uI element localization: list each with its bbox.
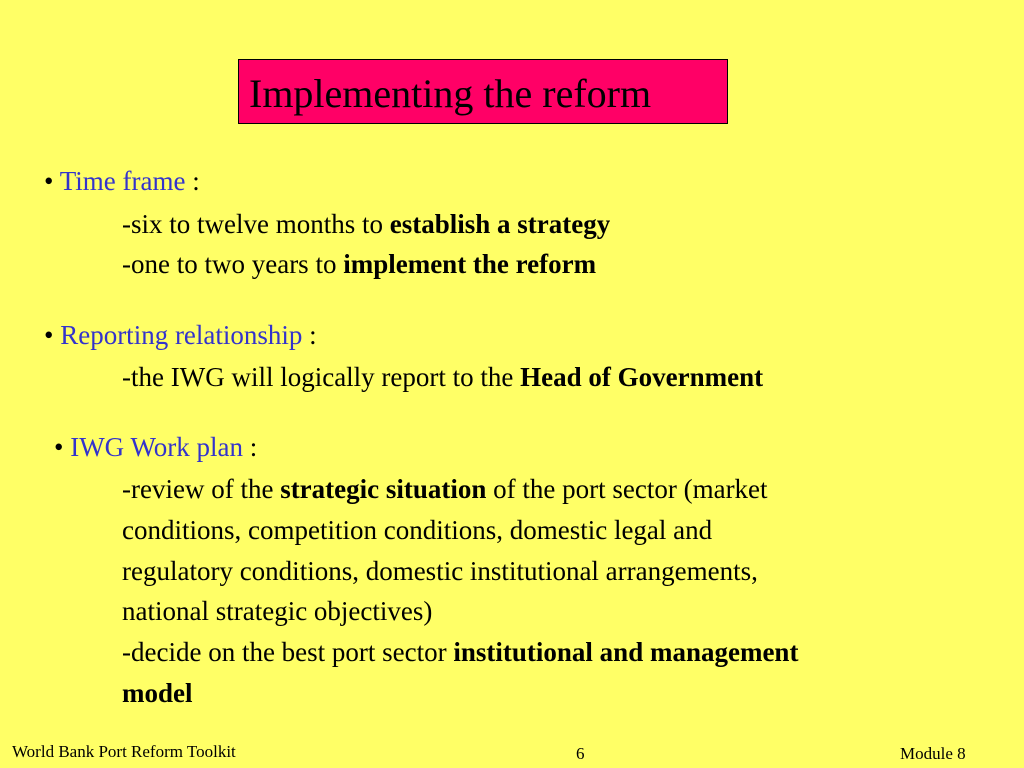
line-bold-text: institutional and management [453,637,799,667]
line-bold-text: Head of Government [520,362,764,392]
bullet-reporting [44,315,317,355]
slide-title: Implementing the reform [249,71,652,116]
work-plan-review-cont-3: national strategic objectives) [122,596,433,626]
line-text: -one to two years to [122,249,344,279]
work-plan-review-cont-2: regulatory conditions, domestic institutional arrangements, [122,556,758,586]
bullet-work-plan [54,427,257,467]
work-plan-review-line [122,469,768,509]
bullet-time-frame [44,161,200,201]
colon: : [243,432,258,462]
title-box [238,59,728,124]
bullet-glyph: • [44,320,54,350]
line-bold-text: strategic situation [280,474,487,504]
footer-left: World Bank Port Reform Toolkit [12,742,236,761]
colon: : [185,166,200,196]
bullet-glyph: • [54,432,64,462]
footer-page-number: 6 [576,744,585,763]
line-text: -six to twelve months to [122,209,390,239]
reporting-line-1 [122,357,763,397]
time-frame-line-1 [122,204,610,244]
time-frame-line-2 [122,244,596,284]
work-plan-label: IWG Work plan [70,432,243,462]
bullet-glyph: • [44,166,54,196]
line-text: -review of the [122,474,281,504]
work-plan-decide-line [122,632,798,672]
time-frame-label: Time frame [59,166,186,196]
work-plan-review-cont-1: conditions, competition conditions, domestic legal and [122,515,713,545]
footer-right: Module 8 [900,744,966,763]
line-text: -decide on the best port sector [122,637,454,667]
line-bold-text: implement the reform [343,249,597,279]
colon: : [302,320,317,350]
line-text: -the IWG will logically report to the [122,362,521,392]
reporting-label: Reporting relationship [60,320,303,350]
line-text: of the port sector (market [486,474,768,504]
work-plan-decide-cont: model [122,678,193,708]
line-bold-text: establish a strategy [389,209,611,239]
